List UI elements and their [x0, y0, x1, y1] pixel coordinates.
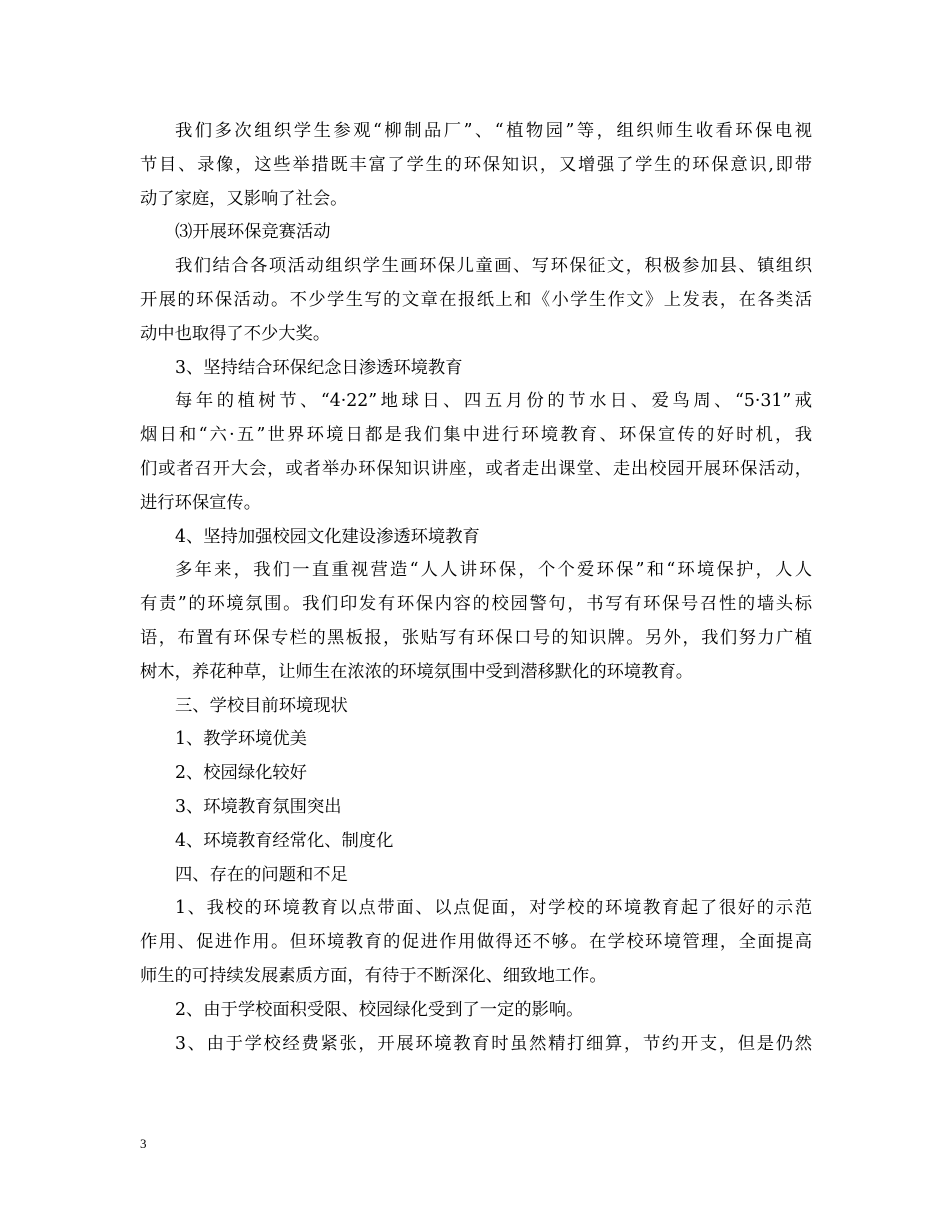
text-line: 节目、录像，这些举措既丰富了学生的环保知识，又增强了学生的环保意识,即带 — [140, 154, 812, 175]
text-line: 多年来，我们一直重视营造“人人讲环保，个个爱环保”和“环境保护，人人 — [175, 560, 812, 581]
text-line: 树木，养花种草，让师生在浓浓的环境氛围中受到潜移默化的环境教育。 — [140, 661, 694, 682]
text-line: 每年的植树节、“4·22”地球日、四五月份的节水日、爱鸟周、“5·31”戒 — [175, 391, 812, 412]
text-line: 开展的环保活动。不少学生写的文章在报纸上和《小学生作文》上发表，在各类活 — [140, 289, 812, 310]
text-line: 三、学校目前环境现状 — [175, 695, 348, 716]
text-line: 师生的可持续发展素质方面，有待于不断深化、细致地工作。 — [140, 965, 607, 986]
text-line: 我们多次组织学生参观“柳制品厂”、“植物园”等，组织师生收看环保电视 — [175, 121, 812, 141]
text-line: 2、校园绿化较好 — [175, 763, 307, 784]
text-line: 动了家庭，又影响了社会。 — [140, 188, 348, 209]
text-line: 进行环保宣传。 — [140, 492, 261, 513]
text-line: ⑶开展环保竞赛活动 — [175, 222, 331, 243]
page-number: 3 — [140, 1136, 147, 1151]
text-line: 们或者召开大会，或者举办环保知识讲座，或者走出课堂、走出校园开展环保活动， — [140, 458, 812, 479]
text-line: 作用、促进作用。但环境教育的促进作用做得还不够。在学校环境管理，全面提高 — [140, 932, 812, 953]
text-line: 烟日和“六·五”世界环境日都是我们集中进行环境教育、环保宣传的好时机，我 — [140, 425, 812, 446]
text-line: 我们结合各项活动组织学生画环保儿童画、写环保征文，积极参加县、镇组织 — [175, 256, 812, 277]
text-line: 4、环境教育经常化、制度化 — [175, 830, 394, 851]
body-text — [140, 115, 812, 1061]
text-line: 1、我校的环境教育以点带面、以点促面，对学校的环境教育起了很好的示范 — [175, 898, 812, 919]
text-line: 4、坚持加强校园文化建设渗透环境教育 — [175, 526, 480, 547]
text-line: 3、坚持结合环保纪念日渗透环境教育 — [175, 357, 463, 378]
text-line: 语，布置有环保专栏的黑板报，张贴写有环保口号的知识牌。另外，我们努力广植 — [140, 627, 812, 648]
text-line: 1、教学环境优美 — [175, 729, 307, 750]
text-line: 有责”的环境氛围。我们印发有环保内容的校园警句，书写有环保号召性的墙头标 — [140, 594, 812, 615]
text-line: 四、存在的问题和不足 — [175, 864, 348, 885]
text-line: 3、环境教育氛围突出 — [175, 796, 342, 817]
text-line: 动中也取得了不少大奖。 — [140, 323, 331, 344]
text-line: 2、由于学校面积受限、校园绿化受到了一定的影响。 — [175, 999, 584, 1020]
text-line: 3、由于学校经费紧张，开展环境教育时虽然精打细算，节约开支，但是仍然 — [175, 1033, 812, 1054]
